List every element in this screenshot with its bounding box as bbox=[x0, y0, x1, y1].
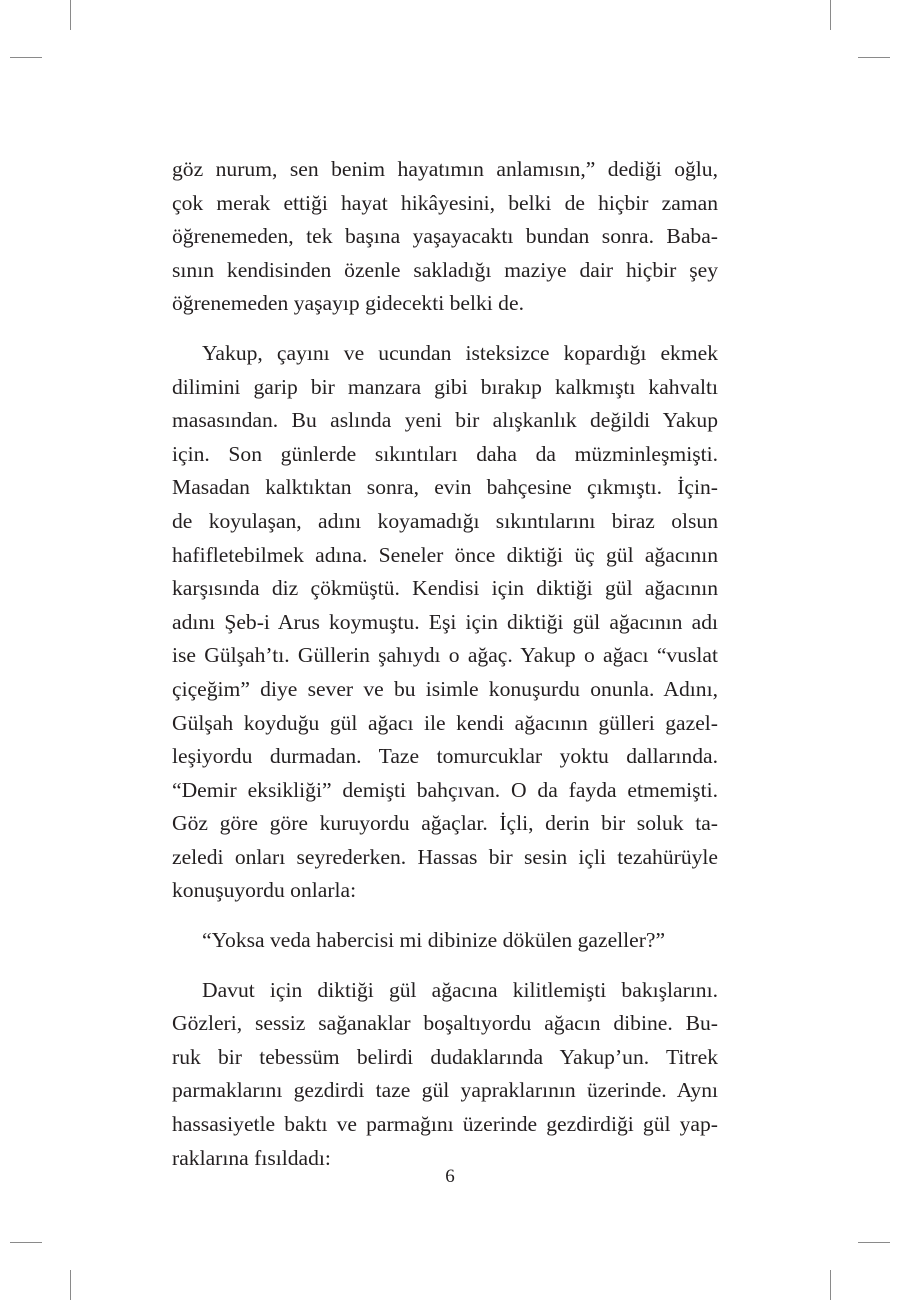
crop-mark-bottom-left bbox=[70, 1270, 71, 1300]
book-page-text bbox=[172, 153, 718, 1175]
crop-mark-top-right bbox=[830, 0, 831, 30]
paragraph-gap bbox=[172, 908, 718, 924]
text-line: çiçeğim” diye sever ve bu isimle konuşurdu onunla. Adını, bbox=[172, 676, 718, 701]
text-line: karşısında diz çökmüştü. Kendisi için diktiği gül ağacının bbox=[172, 576, 718, 601]
crop-mark-left-lower bbox=[10, 1242, 42, 1243]
text-line: zeledi onları seyrederken. Hassas bir sesin içli tezahürüyle bbox=[172, 844, 718, 869]
crop-mark-right-upper bbox=[858, 57, 890, 58]
paragraph bbox=[172, 337, 718, 908]
text-line: leşiyordu durmadan. Taze tomurcuklar yoktu dallarında. bbox=[172, 744, 718, 769]
paragraph bbox=[172, 153, 718, 321]
paragraph-gap bbox=[172, 321, 718, 337]
text-line: ise Gülşah’tı. Güllerin şahıydı o ağaç. Yakup o ağacı “vuslat bbox=[172, 643, 718, 668]
text-line: hafifletebilmek adına. Seneler önce diktiği üç gül ağacının bbox=[172, 542, 718, 567]
text-line: göz nurum, sen benim hayatımın anlamısın,” dediği oğlu, bbox=[172, 157, 718, 181]
crop-mark-left-upper bbox=[10, 57, 42, 58]
text-line: de koyulaşan, adını koyamadığı sıkıntılarını biraz olsun bbox=[172, 508, 718, 533]
text-line: parmaklarını gezdirdi taze gül yapraklarının üzerinde. Aynı bbox=[172, 1078, 718, 1103]
crop-mark-top-left bbox=[70, 0, 71, 30]
crop-mark-right-lower bbox=[858, 1242, 890, 1243]
text-line: için. Son günlerde sıkıntıları daha da müzminleşmişti. bbox=[172, 441, 718, 466]
text-line: Masadan kalktıktan sonra, evin bahçesine çıkmıştı. İçin- bbox=[172, 475, 718, 500]
paragraph bbox=[172, 924, 718, 958]
text-line: Göz göre göre kuruyordu ağaçlar. İçli, derin bir soluk ta- bbox=[172, 811, 718, 836]
text-line: “Yoksa veda habercisi mi dibinize dökülen gazeller?” bbox=[202, 928, 666, 953]
text-line: Davut için diktiği gül ağacına kilitlemişti bakışlarını. bbox=[202, 977, 718, 1002]
text-line: masasından. Bu aslında yeni bir alışkanlık değildi Yakup bbox=[172, 408, 718, 433]
paragraph-gap bbox=[172, 958, 718, 974]
page-number: 6 bbox=[445, 1166, 455, 1187]
text-line: “Demir eksikliği” demişti bahçıvan. O da fayda etmemişti. bbox=[172, 777, 718, 802]
text-line: dilimini garip bir manzara gibi bırakıp kalkmıştı kahvaltı bbox=[172, 374, 718, 399]
crop-mark-bottom-right bbox=[830, 1270, 831, 1300]
text-line: konuşuyordu onlarla: bbox=[172, 878, 357, 903]
text-line: sının kendisinden özenle sakladığı maziye dair hiçbir şey bbox=[172, 257, 718, 282]
text-line: adını Şeb-i Arus koymuştu. Eşi için diktiği gül ağacının adı bbox=[172, 609, 718, 634]
paragraph bbox=[172, 974, 718, 1176]
text-line: Gülşah koyduğu gül ağacı ile kendi ağacının gülleri gazel- bbox=[172, 710, 718, 735]
text-line: öğrenemeden yaşayıp gidecekti belki de. bbox=[172, 291, 524, 316]
text-line: öğrenemeden, tek başına yaşayacaktı bundan sonra. Baba- bbox=[172, 224, 718, 249]
text-line: ruk bir tebessüm belirdi dudaklarında Yakup’un. Titrek bbox=[172, 1044, 718, 1069]
text-line: hassasiyetle baktı ve parmağını üzerinde gezdirdiği gül yap- bbox=[172, 1112, 718, 1137]
text-line: Gözleri, sessiz sağanaklar boşaltıyordu ağacın dibine. Bu- bbox=[172, 1011, 718, 1036]
text-line: raklarına fısıldadı: bbox=[172, 1145, 331, 1170]
text-line: çok merak ettiği hayat hikâyesini, belki de hiçbir zaman bbox=[172, 190, 718, 215]
text-line: Yakup, çayını ve ucundan isteksizce kopardığı ekmek bbox=[202, 340, 718, 365]
